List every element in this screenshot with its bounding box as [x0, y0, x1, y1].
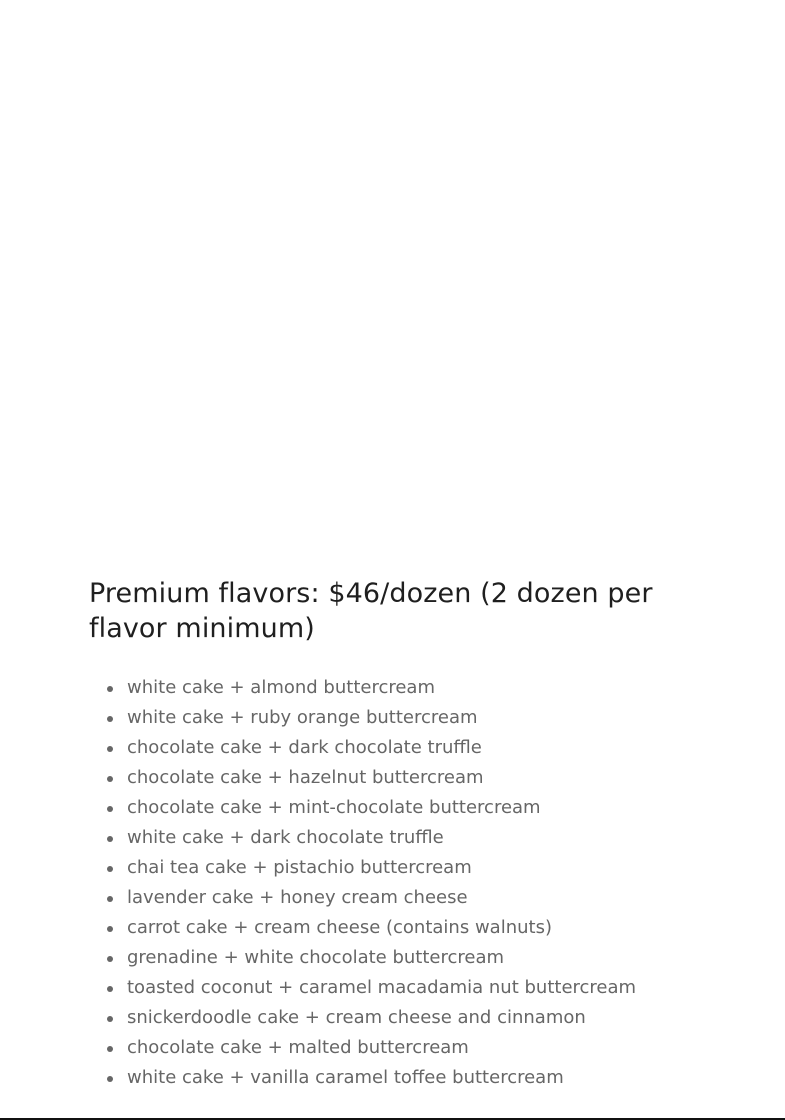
flavor-list	[89, 673, 689, 1093]
list-item: white cake + dark chocolate truffle	[127, 823, 689, 853]
section-heading: Premium flavors: $46/dozen (2 dozen per flavor minimum)	[89, 578, 653, 644]
list-item: snickerdoodle cake + cream cheese and cinnamon	[127, 1003, 689, 1033]
list-item: chocolate cake + mint-chocolate buttercream	[127, 793, 689, 823]
list-item: grenadine + white chocolate buttercream	[127, 943, 689, 973]
list-item: white cake + almond buttercream	[127, 673, 689, 703]
list-item: white cake + vanilla caramel toffee buttercream	[127, 1063, 689, 1093]
premium-flavors-section	[89, 576, 689, 1093]
list-item: lavender cake + honey cream cheese	[127, 883, 689, 913]
list-item: white cake + ruby orange buttercream	[127, 703, 689, 733]
list-item: toasted coconut + caramel macadamia nut buttercream	[127, 973, 689, 1003]
list-item: chocolate cake + hazelnut buttercream	[127, 763, 689, 793]
list-item: carrot cake + cream cheese (contains walnuts)	[127, 913, 689, 943]
list-item: chocolate cake + dark chocolate truffle	[127, 733, 689, 763]
list-item: chai tea cake + pistachio buttercream	[127, 853, 689, 883]
list-item: chocolate cake + malted buttercream	[127, 1033, 689, 1063]
